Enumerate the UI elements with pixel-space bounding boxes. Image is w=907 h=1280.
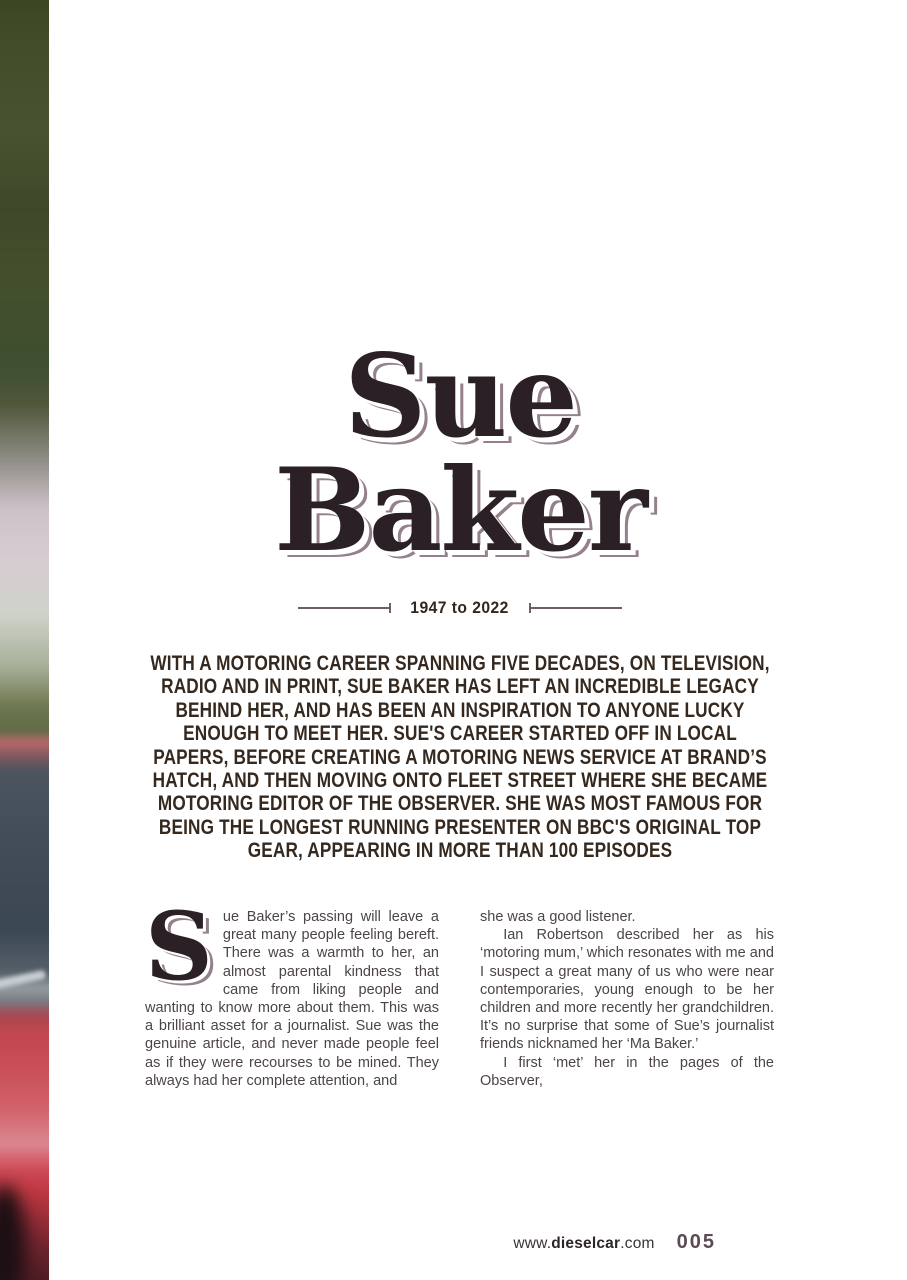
divider-line-left bbox=[298, 607, 391, 609]
divider-line-right bbox=[529, 607, 622, 609]
website-url bbox=[513, 1235, 654, 1253]
left-photo-strip bbox=[0, 0, 49, 1280]
body-paragraph bbox=[145, 892, 439, 1090]
lifespan-dates: 1947 to 2022 bbox=[410, 598, 510, 617]
intro-line: MOTORING EDITOR OF THE OBSERVER. SHE WAS MOST FAMOUS FOR bbox=[157, 791, 763, 816]
body-paragraph: Ian Robertson described her as his ‘motoring mum,’ which resonates with me and I suspect a great many of us who were near contemporaries, young enough to be her children and more recently her grandchildren. It’s no surprise that some of Sue’s journalist friends nicknamed her ‘Ma Baker.’ bbox=[480, 927, 774, 1053]
intro-line: PAPERS, BEFORE CREATING A MOTORING NEWS SERVICE AT BRAND’S bbox=[153, 744, 767, 769]
title-line-2: Baker bbox=[274, 443, 646, 578]
intro-line: HATCH, AND THEN MOVING ONTO FLEET STREET WHERE SHE BECAME bbox=[152, 768, 768, 793]
title-line-1: Sue bbox=[344, 329, 576, 464]
article-content bbox=[145, 0, 775, 1280]
website-prefix: www. bbox=[513, 1235, 552, 1252]
intro-line: GEAR, APPEARING IN MORE THAN 100 EPISODES bbox=[247, 838, 673, 863]
body-paragraph: she was a good listener. bbox=[480, 909, 636, 925]
body-text: ue Baker’s passing will leave a great many people feeling bereft. There was a warmth to her, an almost parental kindness that came from liking people and wanting to know more about them. This was a brilliant asset for a journalist. Sue was the genuine article, and never made people feel as if they were recourses to be mined. They always had her complete attention, and bbox=[145, 909, 439, 1089]
body-column-left bbox=[145, 892, 439, 1090]
body-column-right bbox=[480, 908, 774, 1090]
intro-line: BEHIND HER, AND HAS BEEN AN INSPIRATION TO ANYONE LUCKY bbox=[175, 697, 745, 722]
photo-background-blur bbox=[0, 0, 49, 1280]
website-name: dieselcar bbox=[551, 1235, 621, 1252]
intro-line: RADIO AND IN PRINT, SUE BAKER HAS LEFT AN INCREDIBLE LEGACY bbox=[161, 674, 759, 699]
intro-line: WITH A MOTORING CAREER SPANNING FIVE DECADES, ON TELEVISION, bbox=[150, 651, 770, 675]
website-suffix: .com bbox=[620, 1235, 655, 1252]
article-title bbox=[145, 329, 775, 578]
lifespan-divider bbox=[145, 598, 775, 618]
body-paragraph: I first ‘met’ her in the pages of the Observer, bbox=[480, 1054, 774, 1089]
page-footer bbox=[513, 1231, 716, 1254]
intro-standfirst bbox=[150, 651, 770, 863]
page-number: 005 bbox=[676, 1231, 716, 1253]
body-columns bbox=[145, 892, 775, 1090]
intro-line: BEING THE LONGEST RUNNING PRESENTER ON BBC'S ORIGINAL TOP bbox=[158, 814, 762, 839]
intro-line: ENOUGH TO MEET HER. SUE'S CAREER STARTED OFF IN LOCAL bbox=[183, 721, 737, 746]
drop-cap: S bbox=[145, 892, 213, 1002]
